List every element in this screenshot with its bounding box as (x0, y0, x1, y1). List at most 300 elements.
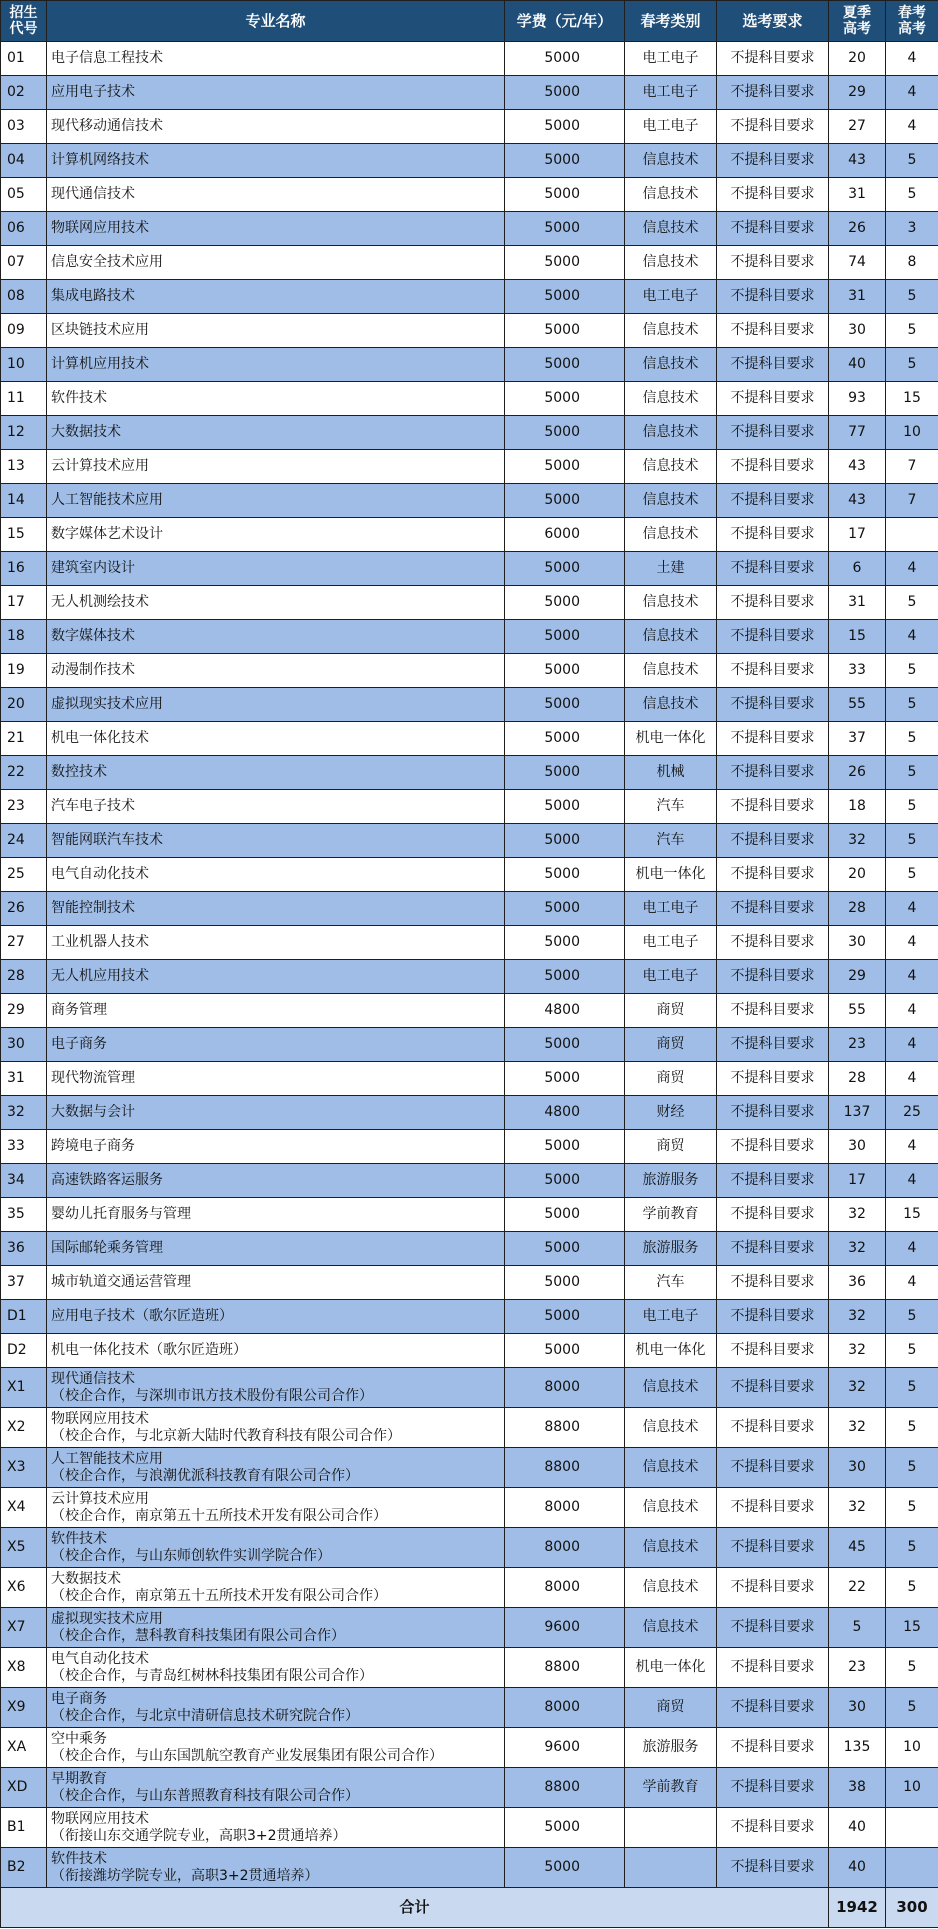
row-code: 28 (1, 960, 47, 994)
row-fee: 5000 (505, 552, 625, 586)
row-major-name (47, 348, 505, 382)
row-code: 02 (1, 76, 47, 110)
row-major-name-text: 空中乘务 (51, 1730, 107, 1747)
row-major-name-text: 工业机器人技术 (51, 934, 149, 950)
row-code: 13 (1, 450, 47, 484)
row-category: 电工电子 (625, 1300, 717, 1334)
row-code: 14 (1, 484, 47, 518)
row-code: 15 (1, 518, 47, 552)
row-code: 25 (1, 858, 47, 892)
row-spring-quota: 5 (886, 178, 938, 212)
row-spring-quota: 4 (886, 620, 938, 654)
row-major-name (47, 518, 505, 552)
row-code: X4 (1, 1488, 47, 1528)
row-major-name-text: 云计算技术应用 (51, 458, 149, 474)
row-code: X5 (1, 1528, 47, 1568)
row-summer-quota: 40 (829, 1848, 886, 1888)
row-major-note: （校企合作，与山东师创软件实训学院合作） (51, 1547, 331, 1564)
row-major-name-text: 大数据与会计 (51, 1104, 135, 1120)
row-category: 汽车 (625, 1266, 717, 1300)
row-major-name-text: 大数据技术 (51, 1570, 121, 1587)
row-category: 机电一体化 (625, 1334, 717, 1368)
table-row (1, 586, 938, 620)
row-spring-quota: 5 (886, 144, 938, 178)
row-major-name-text: 商务管理 (51, 1002, 107, 1018)
row-fee: 5000 (505, 212, 625, 246)
row-category: 机电一体化 (625, 722, 717, 756)
row-major-name-text: 软件技术 (51, 1850, 107, 1867)
row-summer-quota: 32 (829, 1300, 886, 1334)
row-major-name-text: 电气自动化技术 (51, 866, 149, 882)
row-code: 01 (1, 42, 47, 76)
row-major-note: （校企合作，与青岛红树林科技集团有限公司合作） (51, 1667, 373, 1684)
row-requirement: 不提科目要求 (717, 1198, 829, 1232)
row-fee: 5000 (505, 42, 625, 76)
row-code: B1 (1, 1808, 47, 1848)
row-requirement: 不提科目要求 (717, 450, 829, 484)
row-fee: 5000 (505, 1334, 625, 1368)
row-code: 29 (1, 994, 47, 1028)
table-row (1, 1164, 938, 1198)
row-requirement: 不提科目要求 (717, 1768, 829, 1808)
table-row (1, 1448, 938, 1488)
row-major-name (47, 1368, 505, 1408)
row-major-name (47, 1448, 505, 1488)
row-code: 11 (1, 382, 47, 416)
row-code: 32 (1, 1096, 47, 1130)
row-summer-quota: 31 (829, 280, 886, 314)
row-fee: 5000 (505, 178, 625, 212)
row-major-name (47, 688, 505, 722)
row-fee: 5000 (505, 280, 625, 314)
row-category: 汽车 (625, 824, 717, 858)
row-major-name-text: 软件技术 (51, 1530, 107, 1547)
row-major-name (47, 484, 505, 518)
row-major-name-text: 现代物流管理 (51, 1070, 135, 1086)
row-category: 信息技术 (625, 654, 717, 688)
table-row (1, 620, 938, 654)
row-spring-quota: 5 (886, 1568, 938, 1608)
row-code: 27 (1, 926, 47, 960)
row-major-name-text: 区块链技术应用 (51, 322, 149, 338)
table-row (1, 552, 938, 586)
row-requirement: 不提科目要求 (717, 144, 829, 178)
row-fee: 5000 (505, 1164, 625, 1198)
row-category: 机电一体化 (625, 858, 717, 892)
row-major-name-text: 大数据技术 (51, 424, 121, 440)
row-major-name (47, 212, 505, 246)
row-requirement: 不提科目要求 (717, 1608, 829, 1648)
row-summer-quota: 32 (829, 1368, 886, 1408)
row-code: 23 (1, 790, 47, 824)
row-summer-quota: 135 (829, 1728, 886, 1768)
table-row (1, 756, 938, 790)
row-requirement: 不提科目要求 (717, 1368, 829, 1408)
row-major-name-text: 机电一体化技术（歌尔匠造班） (51, 1342, 247, 1358)
row-category: 机电一体化 (625, 1648, 717, 1688)
table-row (1, 960, 938, 994)
row-requirement: 不提科目要求 (717, 1300, 829, 1334)
row-spring-quota: 5 (886, 314, 938, 348)
row-fee: 8000 (505, 1688, 625, 1728)
row-spring-quota: 3 (886, 212, 938, 246)
row-major-name (47, 1408, 505, 1448)
row-major-name-text: 虚拟现实技术应用 (51, 696, 163, 712)
row-summer-quota: 32 (829, 1198, 886, 1232)
row-code: X2 (1, 1408, 47, 1448)
row-major-note: （校企合作，慧科教育科技集团有限公司合作） (51, 1627, 345, 1644)
row-summer-quota: 32 (829, 1232, 886, 1266)
header-spring-text: 春考 高考 (898, 5, 926, 37)
row-code: 34 (1, 1164, 47, 1198)
row-spring-quota: 5 (886, 756, 938, 790)
row-summer-quota: 22 (829, 1568, 886, 1608)
row-requirement: 不提科目要求 (717, 42, 829, 76)
row-requirement: 不提科目要求 (717, 960, 829, 994)
row-code: X6 (1, 1568, 47, 1608)
row-fee: 8000 (505, 1368, 625, 1408)
row-major-name (47, 790, 505, 824)
row-category: 学前教育 (625, 1198, 717, 1232)
row-major-name-text: 信息安全技术应用 (51, 254, 163, 270)
total-row (1, 1888, 938, 1928)
row-spring-quota: 7 (886, 450, 938, 484)
total-summer: 1942 (829, 1888, 886, 1928)
row-major-name-text: 应用电子技术（歌尔匠造班） (51, 1308, 233, 1324)
header-fee: 学费（元/年） (505, 1, 625, 42)
header-summer-text: 夏季 高考 (843, 5, 871, 37)
table-row (1, 1028, 938, 1062)
row-code: 05 (1, 178, 47, 212)
row-category: 学前教育 (625, 1768, 717, 1808)
row-summer-quota: 31 (829, 178, 886, 212)
table-row (1, 1688, 938, 1728)
row-summer-quota: 36 (829, 1266, 886, 1300)
table-row (1, 892, 938, 926)
row-code: 07 (1, 246, 47, 280)
row-summer-quota: 29 (829, 960, 886, 994)
row-fee: 5000 (505, 858, 625, 892)
row-fee: 5000 (505, 688, 625, 722)
row-requirement: 不提科目要求 (717, 1488, 829, 1528)
row-requirement: 不提科目要求 (717, 246, 829, 280)
row-summer-quota: 45 (829, 1528, 886, 1568)
row-spring-quota: 10 (886, 1728, 938, 1768)
row-requirement: 不提科目要求 (717, 586, 829, 620)
row-code: 26 (1, 892, 47, 926)
row-requirement: 不提科目要求 (717, 858, 829, 892)
row-category: 信息技术 (625, 586, 717, 620)
row-major-name-text: 人工智能技术应用 (51, 492, 163, 508)
row-category: 电工电子 (625, 110, 717, 144)
row-major-name (47, 926, 505, 960)
row-requirement: 不提科目要求 (717, 1728, 829, 1768)
total-spring: 300 (886, 1888, 938, 1928)
row-major-name-text: 城市轨道交通运营管理 (51, 1274, 191, 1290)
row-category: 信息技术 (625, 416, 717, 450)
row-summer-quota: 6 (829, 552, 886, 586)
row-major-name (47, 1528, 505, 1568)
row-spring-quota: 5 (886, 790, 938, 824)
row-major-name-text: 电气自动化技术 (51, 1650, 149, 1667)
row-summer-quota: 38 (829, 1768, 886, 1808)
row-summer-quota: 30 (829, 1688, 886, 1728)
row-summer-quota: 43 (829, 450, 886, 484)
row-category: 电工电子 (625, 76, 717, 110)
table-row (1, 994, 938, 1028)
row-summer-quota: 23 (829, 1028, 886, 1062)
row-category: 旅游服务 (625, 1164, 717, 1198)
row-spring-quota: 5 (886, 1648, 938, 1688)
row-major-name-text: 建筑室内设计 (51, 560, 135, 576)
row-spring-quota: 5 (886, 1688, 938, 1728)
row-summer-quota: 15 (829, 620, 886, 654)
table-row (1, 76, 938, 110)
row-fee: 8800 (505, 1408, 625, 1448)
row-category: 商贸 (625, 1130, 717, 1164)
row-major-name (47, 994, 505, 1028)
row-major-name (47, 892, 505, 926)
row-code: 22 (1, 756, 47, 790)
row-fee: 5000 (505, 1028, 625, 1062)
row-fee: 5000 (505, 1062, 625, 1096)
row-summer-quota: 37 (829, 722, 886, 756)
row-major-name-text: 电子商务 (51, 1036, 107, 1052)
row-code: 31 (1, 1062, 47, 1096)
row-major-name (47, 1232, 505, 1266)
row-spring-quota: 4 (886, 110, 938, 144)
row-major-name-text: 动漫制作技术 (51, 662, 135, 678)
row-code: X8 (1, 1648, 47, 1688)
row-major-name-text: 跨境电子商务 (51, 1138, 135, 1154)
table-row (1, 790, 938, 824)
row-major-name (47, 1300, 505, 1334)
row-fee: 5000 (505, 824, 625, 858)
row-code: 24 (1, 824, 47, 858)
row-code: 35 (1, 1198, 47, 1232)
row-code: 09 (1, 314, 47, 348)
row-spring-quota: 5 (886, 858, 938, 892)
row-major-name (47, 1728, 505, 1768)
row-fee: 4800 (505, 994, 625, 1028)
row-fee: 5000 (505, 450, 625, 484)
table-row (1, 1648, 938, 1688)
row-fee: 8000 (505, 1528, 625, 1568)
table-row (1, 518, 938, 552)
row-major-name-text: 物联网应用技术 (51, 1410, 149, 1427)
row-spring-quota: 5 (886, 1368, 938, 1408)
table-row (1, 1568, 938, 1608)
row-requirement: 不提科目要求 (717, 892, 829, 926)
row-requirement: 不提科目要求 (717, 1688, 829, 1728)
table-row (1, 1096, 938, 1130)
row-code: 04 (1, 144, 47, 178)
row-fee: 5000 (505, 654, 625, 688)
row-requirement: 不提科目要求 (717, 1028, 829, 1062)
row-summer-quota: 77 (829, 416, 886, 450)
header-row (1, 1, 938, 42)
row-summer-quota: 26 (829, 756, 886, 790)
row-major-name (47, 314, 505, 348)
row-major-name (47, 858, 505, 892)
row-major-name (47, 620, 505, 654)
row-summer-quota: 137 (829, 1096, 886, 1130)
row-summer-quota: 32 (829, 1408, 886, 1448)
table-body (1, 42, 938, 1888)
row-major-name (47, 1848, 505, 1888)
row-major-name-text: 电子商务 (51, 1690, 107, 1707)
row-major-name-text: 集成电路技术 (51, 288, 135, 304)
row-major-name-text: 高速铁路客运服务 (51, 1172, 163, 1188)
header-name: 专业名称 (47, 1, 505, 42)
row-category: 信息技术 (625, 450, 717, 484)
row-spring-quota: 4 (886, 1232, 938, 1266)
row-spring-quota: 25 (886, 1096, 938, 1130)
row-category: 信息技术 (625, 1488, 717, 1528)
row-code: 20 (1, 688, 47, 722)
row-spring-quota: 5 (886, 654, 938, 688)
row-category: 商贸 (625, 994, 717, 1028)
row-requirement: 不提科目要求 (717, 1848, 829, 1888)
table-row (1, 1728, 938, 1768)
row-major-name (47, 1334, 505, 1368)
row-fee: 5000 (505, 314, 625, 348)
row-spring-quota: 10 (886, 416, 938, 450)
row-major-note: （衔接山东交通学院专业，高职3+2贯通培养） (51, 1827, 347, 1844)
row-category: 电工电子 (625, 926, 717, 960)
row-fee: 8800 (505, 1648, 625, 1688)
table-row (1, 1300, 938, 1334)
row-major-name-text: 数控技术 (51, 764, 107, 780)
row-spring-quota (886, 1808, 938, 1848)
row-fee: 5000 (505, 382, 625, 416)
row-major-name (47, 824, 505, 858)
table-row (1, 654, 938, 688)
row-fee: 5000 (505, 892, 625, 926)
row-code: D2 (1, 1334, 47, 1368)
row-summer-quota: 74 (829, 246, 886, 280)
row-major-name (47, 1028, 505, 1062)
row-code: D1 (1, 1300, 47, 1334)
row-fee: 5000 (505, 1848, 625, 1888)
row-major-name (47, 1648, 505, 1688)
row-major-name (47, 756, 505, 790)
row-spring-quota: 15 (886, 1198, 938, 1232)
row-summer-quota: 17 (829, 518, 886, 552)
row-major-name (47, 1688, 505, 1728)
table-row (1, 1062, 938, 1096)
row-fee: 5000 (505, 926, 625, 960)
row-major-name-text: 机电一体化技术 (51, 730, 149, 746)
row-code: 08 (1, 280, 47, 314)
row-requirement: 不提科目要求 (717, 348, 829, 382)
row-category: 旅游服务 (625, 1728, 717, 1768)
table-row (1, 110, 938, 144)
row-major-note: （校企合作，与山东国凯航空教育产业发展集团有限公司合作） (51, 1747, 443, 1764)
row-category: 土建 (625, 552, 717, 586)
row-major-name-text: 智能网联汽车技术 (51, 832, 163, 848)
row-fee: 5000 (505, 1808, 625, 1848)
row-major-note: （校企合作，与北京中清研信息技术研究院合作） (51, 1707, 359, 1724)
row-requirement: 不提科目要求 (717, 654, 829, 688)
row-spring-quota: 5 (886, 722, 938, 756)
row-major-note: （校企合作，与北京新大陆时代教育科技有限公司合作） (51, 1427, 401, 1444)
row-major-note: （校企合作，南京第五十五所技术开发有限公司合作） (51, 1587, 387, 1604)
row-spring-quota: 4 (886, 1028, 938, 1062)
row-summer-quota: 20 (829, 42, 886, 76)
row-requirement: 不提科目要求 (717, 722, 829, 756)
row-major-note: （校企合作，与浪潮优派科技教育有限公司合作） (51, 1467, 359, 1484)
row-category: 机械 (625, 756, 717, 790)
table-row (1, 858, 938, 892)
row-spring-quota: 4 (886, 960, 938, 994)
row-major-name (47, 1568, 505, 1608)
row-requirement: 不提科目要求 (717, 76, 829, 110)
row-requirement: 不提科目要求 (717, 1130, 829, 1164)
row-summer-quota: 23 (829, 1648, 886, 1688)
row-code: 12 (1, 416, 47, 450)
row-major-name (47, 382, 505, 416)
row-spring-quota: 4 (886, 552, 938, 586)
row-spring-quota: 5 (886, 1334, 938, 1368)
row-requirement: 不提科目要求 (717, 382, 829, 416)
row-requirement: 不提科目要求 (717, 824, 829, 858)
row-fee: 8000 (505, 1568, 625, 1608)
row-category: 信息技术 (625, 1448, 717, 1488)
row-code: 16 (1, 552, 47, 586)
row-spring-quota: 5 (886, 824, 938, 858)
row-summer-quota: 29 (829, 76, 886, 110)
row-category: 信息技术 (625, 382, 717, 416)
row-fee: 5000 (505, 1198, 625, 1232)
table-row (1, 1488, 938, 1528)
row-spring-quota: 5 (886, 1448, 938, 1488)
row-major-name (47, 1608, 505, 1648)
row-code: 18 (1, 620, 47, 654)
row-major-name (47, 144, 505, 178)
row-fee: 8800 (505, 1768, 625, 1808)
row-category: 信息技术 (625, 178, 717, 212)
row-category: 电工电子 (625, 42, 717, 76)
row-fee: 4800 (505, 1096, 625, 1130)
row-code: XD (1, 1768, 47, 1808)
row-major-name-text: 现代通信技术 (51, 186, 135, 202)
row-requirement: 不提科目要求 (717, 212, 829, 246)
row-code: 36 (1, 1232, 47, 1266)
row-category: 信息技术 (625, 484, 717, 518)
row-summer-quota: 31 (829, 586, 886, 620)
row-spring-quota (886, 518, 938, 552)
row-fee: 5000 (505, 110, 625, 144)
row-requirement: 不提科目要求 (717, 1408, 829, 1448)
row-requirement: 不提科目要求 (717, 1266, 829, 1300)
table-row (1, 926, 938, 960)
row-category: 信息技术 (625, 348, 717, 382)
row-major-name (47, 450, 505, 484)
row-summer-quota: 30 (829, 314, 886, 348)
table-row (1, 280, 938, 314)
table-row (1, 246, 938, 280)
row-fee: 9600 (505, 1608, 625, 1648)
row-category: 商贸 (625, 1028, 717, 1062)
row-spring-quota: 5 (886, 1528, 938, 1568)
row-major-name-text: 物联网应用技术 (51, 220, 149, 236)
row-requirement: 不提科目要求 (717, 1648, 829, 1688)
row-requirement: 不提科目要求 (717, 280, 829, 314)
row-code: 37 (1, 1266, 47, 1300)
table-row (1, 1368, 938, 1408)
table-row (1, 1808, 938, 1848)
